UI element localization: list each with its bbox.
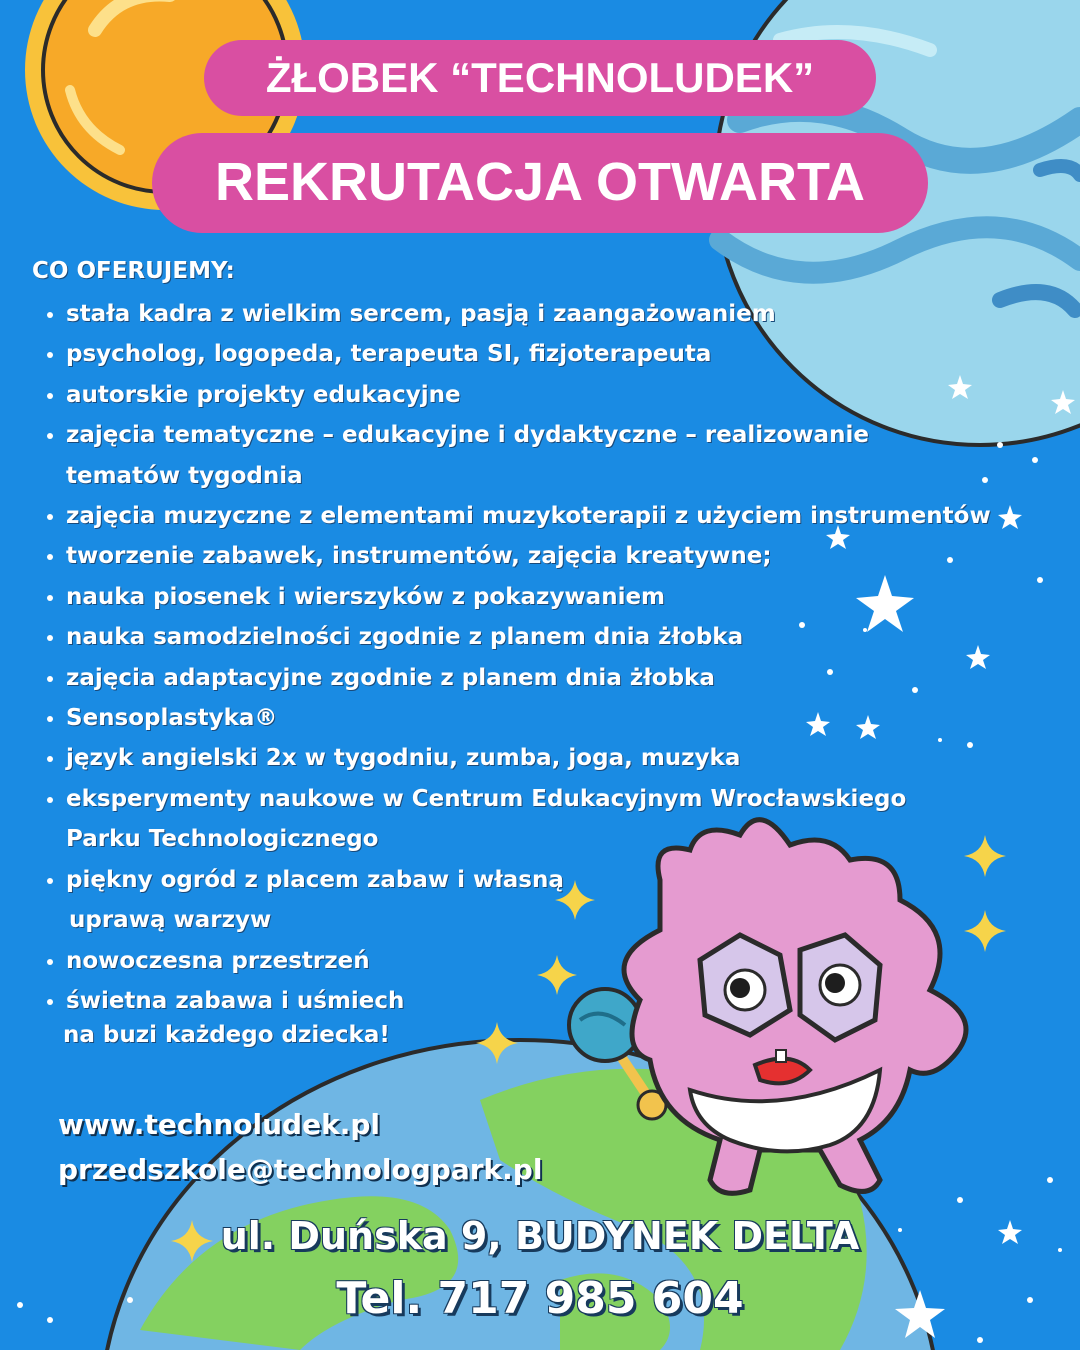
list-item: • Sensoplastyka® bbox=[66, 698, 1026, 738]
offers-list bbox=[28, 294, 1026, 1021]
list-item: • zajęcia muzyczne z elementami muzykoterapii z użyciem instrumentów bbox=[66, 496, 1026, 536]
list-item: • tworzenie zabawek, instrumentów, zajęcia kreatywne; bbox=[66, 536, 1026, 576]
address-text: ul. Duńska 9, BUDYNEK DELTA bbox=[220, 1214, 860, 1258]
email-link[interactable]: przedszkole@technologpark.pl bbox=[58, 1153, 543, 1186]
list-item: • nauka samodzielności zgodnie z planem dnia żłobka bbox=[66, 617, 1026, 657]
list-item: • stała kadra z wielkim sercem, pasją i zaangażowaniem bbox=[66, 294, 1026, 334]
list-item: • zajęcia tematyczne – edukacyjne i dydaktyczne – realizowanie tematów tygodnia bbox=[66, 415, 1026, 496]
phone-text[interactable]: Tel. 717 985 604 bbox=[336, 1273, 744, 1324]
list-item: • eksperymenty naukowe w Centrum Edukacyjnym Wrocławskiego Parku Technologicznego bbox=[66, 779, 1026, 860]
subtitle-pill bbox=[152, 133, 928, 233]
title-pill bbox=[204, 40, 876, 116]
list-item: • nowoczesna przestrzeń bbox=[66, 941, 1026, 981]
list-item: • autorskie projekty edukacyjne bbox=[66, 375, 1026, 415]
recruitment-banner: REKRUTACJA OTWARTA bbox=[215, 152, 865, 212]
list-item: • świetna zabawa i uśmiech bbox=[66, 981, 1026, 1021]
list-item: • zajęcia adaptacyjne zgodnie z planem dnia żłobka bbox=[66, 658, 1026, 698]
list-item: • piękny ogród z placem zabaw i własną uprawą warzyw bbox=[66, 860, 1026, 941]
list-item: • psycholog, logopeda, terapeuta SI, fizjoterapeuta bbox=[66, 334, 1026, 374]
website-link[interactable]: www.technoludek.pl bbox=[58, 1108, 380, 1141]
page-title: ŻŁOBEK “TECHNOLUDEK” bbox=[265, 54, 815, 101]
closing-line: na buzi każdego dziecka! bbox=[63, 1022, 390, 1048]
list-item-continuation: uprawą warzyw bbox=[69, 907, 272, 934]
offers-heading: CO OFERUJEMY: bbox=[32, 258, 235, 284]
list-item: • język angielski 2x w tygodniu, zumba, joga, muzyka bbox=[66, 738, 1026, 778]
list-item: • nauka piosenek i wierszyków z pokazywaniem bbox=[66, 577, 1026, 617]
